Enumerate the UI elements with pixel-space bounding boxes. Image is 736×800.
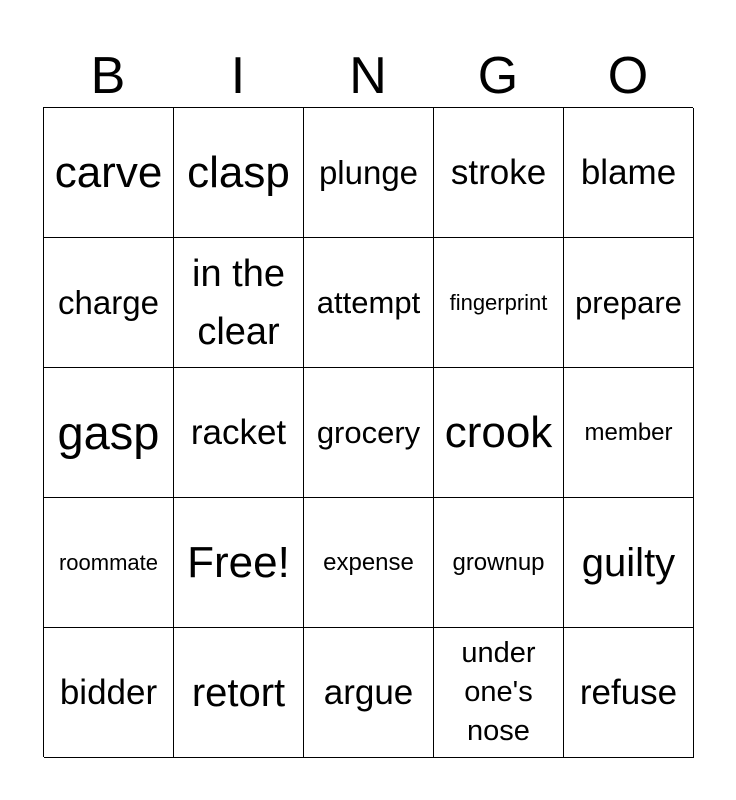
cell-word: guilty [581, 540, 676, 585]
bingo-cell-r0-c4[interactable] [564, 108, 694, 238]
header-letter-g: G [477, 47, 519, 105]
bingo-header [43, 44, 693, 108]
bingo-cell-r1-c4[interactable] [564, 238, 694, 368]
cell-word: expense [323, 548, 414, 576]
cell-word: attempt [316, 284, 421, 320]
header-letter-i: I [230, 47, 246, 105]
header-letter-o: O [607, 47, 649, 105]
cell-word: retort [191, 670, 286, 715]
cell-word: plunge [318, 153, 419, 191]
cell-word: refuse [579, 672, 678, 712]
header-letter-n: N [349, 47, 387, 105]
cell-word: charge [58, 283, 159, 321]
bingo-cell-r2-c0[interactable] [44, 368, 174, 498]
bingo-cell-r1-c3[interactable] [434, 238, 564, 368]
cell-word: racket [190, 412, 287, 452]
cell-word: grocery [316, 414, 421, 450]
header-letter-b: B [90, 47, 126, 105]
bingo-cell-r4-c3[interactable] [434, 628, 564, 758]
bingo-cell-r2-c3[interactable] [434, 368, 564, 498]
cell-word: member [584, 418, 673, 446]
bingo-cell-r4-c1[interactable] [174, 628, 304, 758]
cell-word: under one's nose [461, 637, 536, 747]
bingo-cell-r3-c2[interactable] [304, 498, 434, 628]
bingo-cell-r2-c1[interactable] [174, 368, 304, 498]
bingo-cell-r0-c3[interactable] [434, 108, 564, 238]
bingo-cell-r3-c4[interactable] [564, 498, 694, 628]
cell-word: clasp [187, 147, 290, 197]
cell-word: roommate [58, 549, 159, 575]
bingo-cell-r3-c0[interactable] [44, 498, 174, 628]
bingo-cell-r0-c1[interactable] [174, 108, 304, 238]
cell-word: gasp [57, 405, 160, 459]
bingo-cell-r0-c0[interactable] [44, 108, 174, 238]
cell-word: crook [444, 407, 553, 457]
bingo-cell-r4-c4[interactable] [564, 628, 694, 758]
cell-word: in the clear [192, 252, 285, 353]
cell-word: bidder [59, 672, 158, 712]
cell-word: fingerprint [449, 289, 548, 315]
bingo-cell-r4-c0[interactable] [44, 628, 174, 758]
free-space: Free! [187, 537, 290, 587]
bingo-cell-r1-c2[interactable] [304, 238, 434, 368]
bingo-cell-r2-c2[interactable] [304, 368, 434, 498]
bingo-cell-r3-c1[interactable] [174, 498, 304, 628]
bingo-cell-r4-c2[interactable] [304, 628, 434, 758]
bingo-cell-r2-c4[interactable] [564, 368, 694, 498]
cell-word: grownup [452, 548, 545, 576]
cell-word: stroke [450, 152, 547, 192]
bingo-cell-r1-c0[interactable] [44, 238, 174, 368]
bingo-cell-r0-c2[interactable] [304, 108, 434, 238]
cell-word: prepare [575, 284, 682, 320]
bingo-cell-r3-c3[interactable] [434, 498, 564, 628]
cell-word: blame [580, 152, 677, 192]
bingo-board [43, 107, 693, 757]
bingo-cell-r1-c1[interactable] [174, 238, 304, 368]
cell-word: argue [323, 672, 414, 712]
cell-word: carve [54, 147, 163, 197]
